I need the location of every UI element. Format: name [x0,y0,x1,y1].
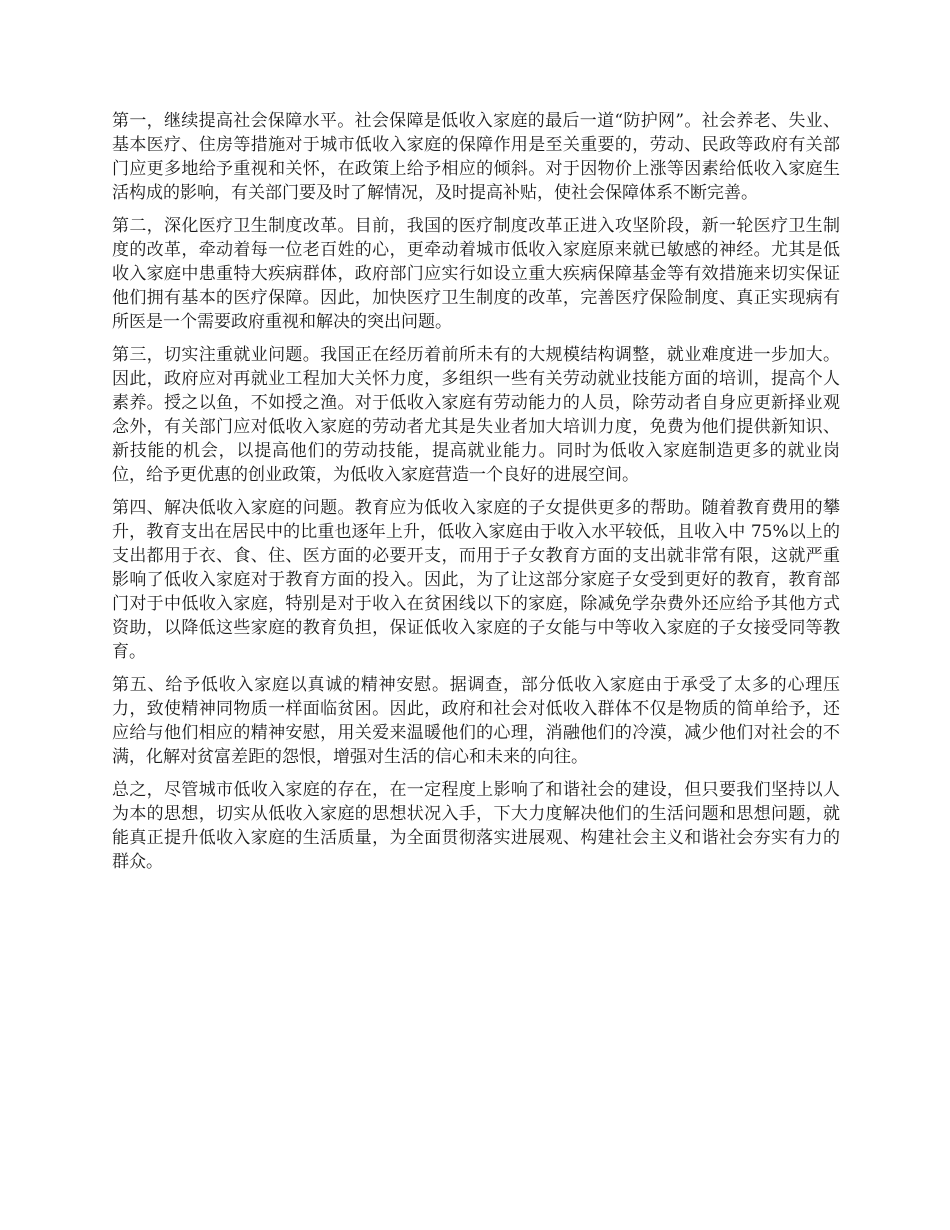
paragraph-employment: 第三，切实注重就业问题。我国正在经历着前所未有的大规模结构调整，就业难度进一步加大。因此，政府应对再就业工程加大关怀力度，多组织一些有关劳动就业技能方面的培训，提高个人素养。授之以鱼，不如授之渔。对于低收入家庭有劳动能力的人员，除劳动者自身应更新择业观念外，有关部门应对低收入家庭的劳动者尤其是失业者加大培训力度，免费为他们提供新知识、新技能的机会，以提高他们的劳动技能，提高就业能力。同时为低收入家庭制造更多的就业岗位，给予更优惠的创业政策，为低收入家庭营造一个良好的进展空间。 [112,345,840,485]
paragraph-conclusion: 总之，尽管城市低收入家庭的存在，在一定程度上影响了和谐社会的建设，但只要我们坚持以人为本的思想，切实从低收入家庭的思想状况入手，下大力度解决他们的生活问题和思想问题，就能真正提升低收入家庭的生活质量，为全面贯彻落实进展观、构建社会主义和谐社会夯实有力的群众。 [112,780,840,872]
paragraph-spiritual-comfort: 第五、给予低收入家庭以真诚的精神安慰。据调查，部分低收入家庭由于承受了太多的心理压力，致使精神同物质一样面临贫困。因此，政府和社会对低收入群体不仅是物质的简单给予，还应给与他们相应的精神安慰，用关爱来温暖他们的心理，消融他们的冷漠，减少他们对社会的不满，化解对贫富差距的怨恨，增强对生活的信心和未来的向往。 [112,675,840,767]
paragraph-education: 第四、解决低收入家庭的问题。教育应为低收入家庭的子女提供更多的帮助。随着教育费用的攀升，教育支出在居民中的比重也逐年上升，低收入家庭由于收入水平较低，且收入中 75%以上的支出都用于衣、食、住、医方面的必要开支，而用于子女教育方面的支出就非常有限，这就严重影响了低收入家庭对于教育方面的投入。因此，为了让这部分家庭子女受到更好的教育，教育部门对于中低收入家庭，特别是对于收入在贫困线以下的家庭，除减免学杂费外还应给予其他方式资助，以降低这些家庭的教育负担，保证低收入家庭的子女能与中等收入家庭的子女接受同等教育。 [112,498,840,662]
paragraph-medical-reform: 第二，深化医疗卫生制度改革。目前，我国的医疗制度改革正进入攻坚阶段，新一轮医疗卫生制度的改革，牵动着每一位老百姓的心，更牵动着城市低收入家庭原来就已敏感的神经。尤其是低收入家庭中患重特大疾病群体，政府部门应实行如设立重大疾病保障基金等有效措施来切实保证他们拥有基本的医疗保障。因此，加快医疗卫生制度的改革，完善医疗保险制度、真正实现病有所医是一个需要政府重视和解决的突出问题。 [112,216,840,332]
document-body [112,109,840,883]
paragraph-social-security: 第一，继续提高社会保障水平。社会保障是低收入家庭的最后一道“防护网”。社会养老、失业、基本医疗、住房等措施对于城市低收入家庭的保障作用是至关重要的，劳动、民政等政府有关部门应更多地给予重视和关怀，在政策上给予相应的倾斜。对于因物价上涨等因素给低收入家庭生活构成的影响，有关部门要及时了解情况，及时提高补贴，使社会保障体系不断完善。 [112,111,840,203]
